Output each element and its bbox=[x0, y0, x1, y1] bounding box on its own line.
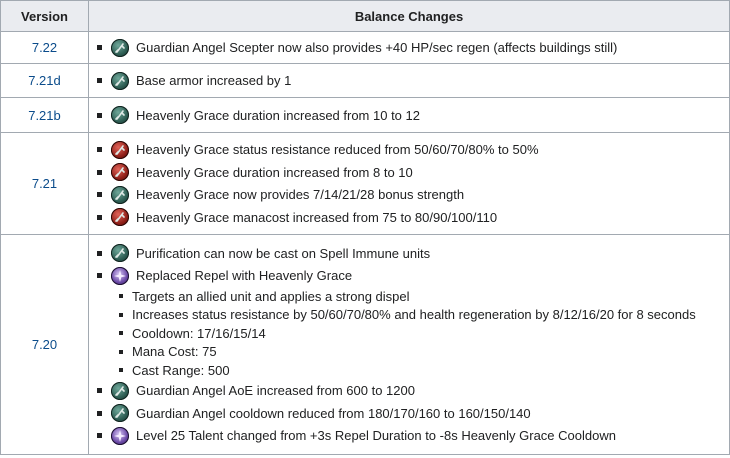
sub-list-item bbox=[119, 324, 729, 343]
rework-icon bbox=[111, 267, 129, 285]
bullet bbox=[97, 273, 102, 278]
change-item bbox=[97, 206, 729, 229]
sub-list-item bbox=[119, 287, 729, 306]
sub-list-item bbox=[119, 361, 729, 380]
version-cell bbox=[1, 235, 89, 455]
table-row bbox=[1, 64, 730, 98]
sub-item-text: Cast Range: 500 bbox=[132, 362, 230, 378]
bullet bbox=[97, 147, 102, 152]
change-text: Purification can now be cast on Spell Immune units bbox=[136, 245, 431, 261]
table-row bbox=[1, 98, 730, 133]
change-text: Heavenly Grace duration increased from 8 to 10 bbox=[136, 164, 413, 180]
change-text: Heavenly Grace manacost increased from 75 to 80/90/100/110 bbox=[136, 209, 498, 225]
changes-cell bbox=[89, 64, 730, 98]
bullet bbox=[97, 251, 102, 256]
bullet bbox=[97, 433, 102, 438]
buff-icon bbox=[111, 106, 129, 124]
version-header: Version bbox=[1, 1, 89, 32]
changes-cell bbox=[89, 235, 730, 455]
sub-list-item bbox=[119, 343, 729, 362]
change-text: Heavenly Grace now provides 7/14/21/28 bonus strength bbox=[136, 187, 465, 203]
change-text: Level 25 Talent changed from +3s Repel Duration to -8s Heavenly Grace Cooldown bbox=[136, 428, 616, 444]
version-cell bbox=[1, 32, 89, 64]
buff-icon bbox=[111, 244, 129, 262]
change-item bbox=[97, 139, 729, 162]
bullet bbox=[119, 313, 123, 317]
bullet bbox=[97, 388, 102, 393]
change-text: Guardian Angel Scepter now also provides +40 HP/sec regen (affects buildings still) bbox=[136, 40, 618, 55]
bullet bbox=[97, 78, 102, 83]
version-link[interactable]: 7.21b bbox=[28, 107, 61, 123]
table-row bbox=[1, 32, 730, 64]
change-item bbox=[97, 69, 729, 92]
sub-item-text: Targets an allied unit and applies a strong dispel bbox=[132, 288, 410, 304]
bullet bbox=[119, 331, 123, 335]
buff-icon bbox=[111, 186, 129, 204]
version-cell bbox=[1, 64, 89, 98]
changes-cell bbox=[89, 98, 730, 133]
change-text: Heavenly Grace status resistance reduced from 50/60/70/80% to 50% bbox=[136, 142, 539, 158]
balance-changes-header: Balance Changes bbox=[89, 1, 730, 32]
change-text: Guardian Angel cooldown reduced from 180/170/160 to 160/150/140 bbox=[136, 405, 531, 421]
change-text: Replaced Repel with Heavenly Grace bbox=[136, 268, 353, 284]
change-item bbox=[97, 425, 729, 448]
version-link[interactable]: 7.22 bbox=[31, 40, 58, 55]
change-item bbox=[97, 161, 729, 184]
bullet bbox=[97, 45, 102, 50]
bullet bbox=[97, 411, 102, 416]
buff-icon bbox=[111, 382, 129, 400]
version-link[interactable]: 7.21d bbox=[28, 73, 61, 88]
change-item bbox=[97, 380, 729, 403]
nerf-icon bbox=[111, 208, 129, 226]
change-text: Heavenly Grace duration increased from 10 to 12 bbox=[136, 107, 420, 123]
bullet bbox=[97, 113, 102, 118]
sub-item-text: Increases status resistance by 50/60/70/80% and health regeneration by 8/12/16/20 for 8 seconds bbox=[132, 307, 696, 323]
bullet bbox=[97, 192, 102, 197]
bullet bbox=[119, 368, 123, 372]
sub-item-text: Cooldown: 17/16/15/14 bbox=[132, 325, 266, 341]
change-item bbox=[97, 402, 729, 425]
bullet bbox=[119, 294, 123, 298]
nerf-icon bbox=[111, 163, 129, 181]
bullet bbox=[119, 350, 123, 354]
change-text: Guardian Angel AoE increased from 600 to 1200 bbox=[136, 383, 415, 399]
sub-list bbox=[97, 287, 729, 380]
changes-cell bbox=[89, 32, 730, 64]
change-item bbox=[97, 242, 729, 265]
buff-icon bbox=[111, 404, 129, 422]
change-text: Base armor increased by 1 bbox=[136, 73, 292, 88]
bullet bbox=[97, 170, 102, 175]
version-cell bbox=[1, 98, 89, 133]
nerf-icon bbox=[111, 141, 129, 159]
table-row bbox=[1, 235, 730, 455]
rework-icon bbox=[111, 427, 129, 445]
version-link[interactable]: 7.21 bbox=[31, 176, 58, 191]
change-item bbox=[97, 184, 729, 207]
bullet bbox=[97, 215, 102, 220]
buff-icon bbox=[111, 39, 129, 57]
changes-cell bbox=[89, 133, 730, 235]
change-item bbox=[97, 104, 729, 127]
header-row bbox=[1, 1, 730, 32]
version-link[interactable]: 7.20 bbox=[31, 337, 58, 352]
version-cell bbox=[1, 133, 89, 235]
sub-item-text: Mana Cost: 75 bbox=[132, 344, 217, 360]
change-item bbox=[97, 36, 729, 59]
sub-list-item bbox=[119, 306, 729, 325]
buff-icon bbox=[111, 72, 129, 90]
table-row bbox=[1, 133, 730, 235]
change-item bbox=[97, 265, 729, 288]
